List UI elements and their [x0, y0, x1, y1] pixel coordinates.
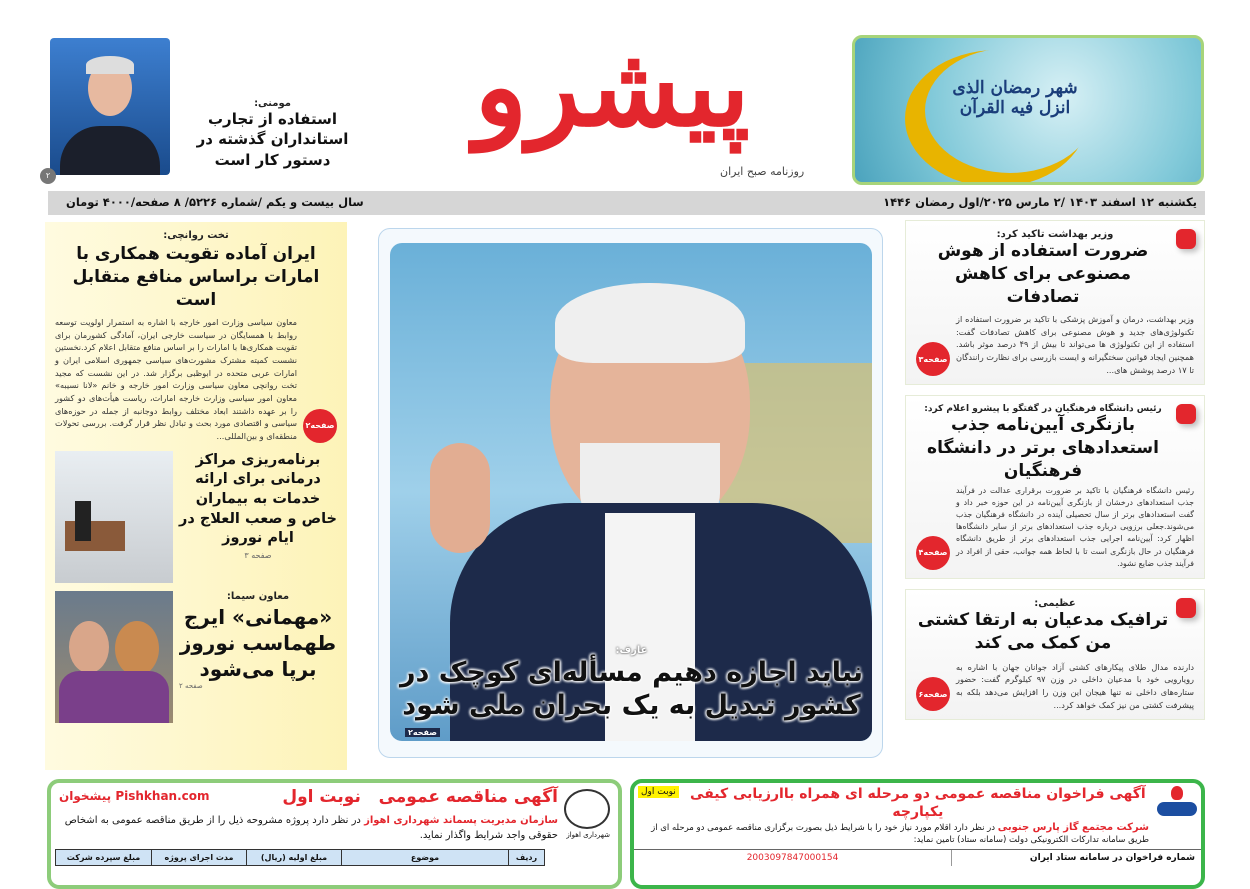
ad-badge: نوبت اول: [638, 786, 679, 798]
ad-table: شماره فراخوان در سامانه ستاد ایران 2003097847000154: [634, 849, 1201, 866]
lead-kicker: تخت روانچی:: [163, 230, 229, 241]
lead-body: معاون سیاسی وزارت امور خارجه با اشاره به استمرار اولویت توسعه روابط با همسایگان در سیاست خارجی ایران، آمادگی کشورمان برای تقویت همکاری‌ها با امارات را بر اساس منافع متقابل اعلام کرد.نخستین نشست کمیته مشترک مشورت‌های سیاسی جمهوری اسلامی ایران و امارات عربی متحده در ابوظبی برگزار شد. در این نشست که مجید تخت روانچی معاون سیاسی وزارت امور خارجه و خانم «لانا نسیبه» معاون امور سیاسی وزارت خارجه امارات، ریاست هیأت‌های دو کشور را بر عهده داشتند ابعاد مختلف روابط دوجانبه از جمله در حوزه‌های سیاسی و اقتصادی مورد بحث و تبادل نظر قرار گرفت. بررسی تحولات منطقه‌ای و بین‌المللی...: [55, 316, 297, 442]
right-story-body: رئیس دانشگاه فرهنگیان با تاکید بر ضرورت برقراری عدالت در فرآیند جذب استعدادهای درخشان از بازنگری آیین‌نامه در این حوزه خبر داد و گفت استعدادهای برتر از سال تحصیلی آینده در دانشگاه فرهنگیان جذب می‌شوند.جعلی برزویی درباره جذب استعدادهای برتر از سایر دانشگاه‌ها اظهار کرد: آیین‌نامه اجرایی جذب استعدادهای برتر از طریق دانشگاه فرهنگیان در حال بازنگری است تا با لحاظ همه جوانب، حقی از افراد در فرآیند جذب ضایع نشود.: [956, 486, 1194, 568]
ad-org: سازمان مدیریت پسماند شهرداری اهواز: [364, 815, 558, 826]
story3-headline[interactable]: «مهمانی» ایرج طهماسب نوروز برپا می‌شود: [179, 604, 337, 681]
story3-kicker: معاون سیما:: [226, 590, 290, 602]
ahvaz-municipality-logo: [564, 789, 610, 829]
logo-caption: شهرداری اهواز: [566, 831, 610, 839]
lead-headline[interactable]: ایران آماده تقویت همکاری با امارات براساس منافع متقابل است: [72, 244, 320, 310]
issue-date: یکشنبه ۱۲ اسفند ۱۴۰۳ /۲ مارس ۲۰۲۵/اول رمضان ۱۴۴۶: [883, 195, 1197, 209]
left-column: [45, 222, 347, 770]
top-story-photo: [50, 38, 170, 175]
right-story-3: [905, 589, 1205, 721]
main-headline[interactable]: نباید اجازه دهیم مسأله‌ای کوچک در کشور تبدیل به یک بحران ملی شود: [399, 656, 864, 722]
page-number-tag: ۲: [40, 168, 56, 184]
ramadan-banner: شهر رمضان الذی انزل فیه القرآن: [852, 35, 1204, 185]
page-badge[interactable]: صفحه۴: [916, 536, 950, 570]
right-story-headline[interactable]: ترافیک مدعیان به ارتقا کشتی من کمک می کند: [917, 609, 1169, 653]
ad-waste-tender[interactable]: [47, 779, 622, 889]
top-story-headline[interactable]: استفاده از تجارب استانداران گذشته در دستور کار است: [196, 110, 349, 169]
main-story: [378, 228, 883, 758]
bullet-icon: [1176, 229, 1196, 249]
right-story-body: وزیر بهداشت، درمان و آموزش پزشکی با تاکید بر ضرورت استفاده از تکنولوژی‌های جدید و هوش مصنوعی برای کاهش تصادفات گفت: استفاده از این تکنولوژی ها می‌تواند تا بیش از ۴۹ درصد موثر باشد. همچنین ایجاد قوانین سختگیرانه و ایست بازرسی برای نظارت رانندگان تا ۱۷ درصد پوشش های...: [956, 313, 1194, 375]
right-story-headline[interactable]: بازنگری آیین‌نامه جذب استعدادهای برتر در دانشگاه فرهنگیان: [927, 415, 1159, 482]
issue-number: سال بیست و یکم /شماره ۵۲۲۶/ ۸ صفحه/۴۰۰۰ تومان: [66, 195, 364, 209]
ad-table-header: ردیف موضوع مبلغ اولیه (ریال) مدت اجرای پروژه مبلغ سپرده شرکت: [55, 849, 545, 866]
page-badge[interactable]: صفحه۳: [916, 342, 950, 376]
watermark: پیشخوان Pishkhan.com: [59, 789, 210, 803]
right-story-kicker: رئیس دانشگاه فرهنگیان در گفتگو با پیشرو اعلام کرد:: [924, 404, 1162, 415]
top-story-kicker: مومنی:: [254, 98, 291, 109]
info-bar: [48, 191, 1205, 215]
ad-company: شرکت مجتمع گاز پارس جنوبی: [997, 822, 1149, 833]
main-kicker: عارف:: [615, 644, 648, 656]
clinic-photo: [55, 451, 173, 583]
story2-headline[interactable]: برنامه‌ریزی مراکز درمانی برای ارائه خدمات به بیماران خاص و صعب العلاج در ایام نوروز: [179, 451, 337, 547]
ad-gas-tender[interactable]: [630, 779, 1205, 889]
ad-text: در نظر دارد پروژه مشروحه ذیل را از طریق مناقصه عمومی به اشخاص حقوقی واجد شرایط واگذار نماید.: [64, 815, 558, 841]
right-story-headline[interactable]: ضرورت استفاده از هوش مصنوعی برای کاهش تصادفات: [937, 241, 1149, 307]
right-story-body: دارنده مدال طلای پیکارهای کشتی آزاد جوانان جهان با اشاره به رویارویی خود با مدعیان داخلی در وزن ۹۷ کیلوگرم گفت: حضور ستاره‌های داخلی نه تنها هیجان این وزن را افزایش می‌دهد بلکه به پیشرفت کشتی من نیز کمک خواهد کرد...: [956, 661, 1194, 710]
ad-title: آگهی فراخوان مناقصه عمومی دو مرحله ای همراه باارزیابی کیفی یکپارچه: [690, 786, 1146, 820]
story2-page: صفحه ۳: [244, 550, 272, 560]
right-story-kicker: وزیر بهداشت تاکید کرد:: [996, 229, 1114, 240]
bullet-icon: [1176, 598, 1196, 618]
ad-text: در نظر دارد اقلام مورد نیاز خود را با شرایط ذیل بصورت برگزاری مناقصه عمومی دو مرحله ای از طریق سامانه تدارکات الکترونیکی دولت (سامانه ستاد) تامین نماید:: [651, 823, 1149, 845]
bullet-icon: [1176, 404, 1196, 424]
main-page-tag: صفحه۲: [405, 728, 440, 737]
page-badge[interactable]: صفحه۲: [303, 409, 337, 443]
right-story-2: [905, 395, 1205, 578]
story3-page: صفحه ۲: [179, 681, 203, 690]
right-story-1: [905, 220, 1205, 385]
gas-company-logo: [1157, 786, 1197, 818]
actor-photo: [55, 591, 173, 723]
newspaper-logo: پیشرو روزنامه صبح ایران: [474, 22, 805, 178]
page-badge[interactable]: صفحه۶: [916, 677, 950, 711]
right-story-kicker: عظیمی:: [1034, 597, 1076, 609]
masthead-tagline: روزنامه صبح ایران: [720, 165, 805, 178]
ad-title: آگهی مناقصه عمومی نوبت اول: [282, 787, 558, 807]
